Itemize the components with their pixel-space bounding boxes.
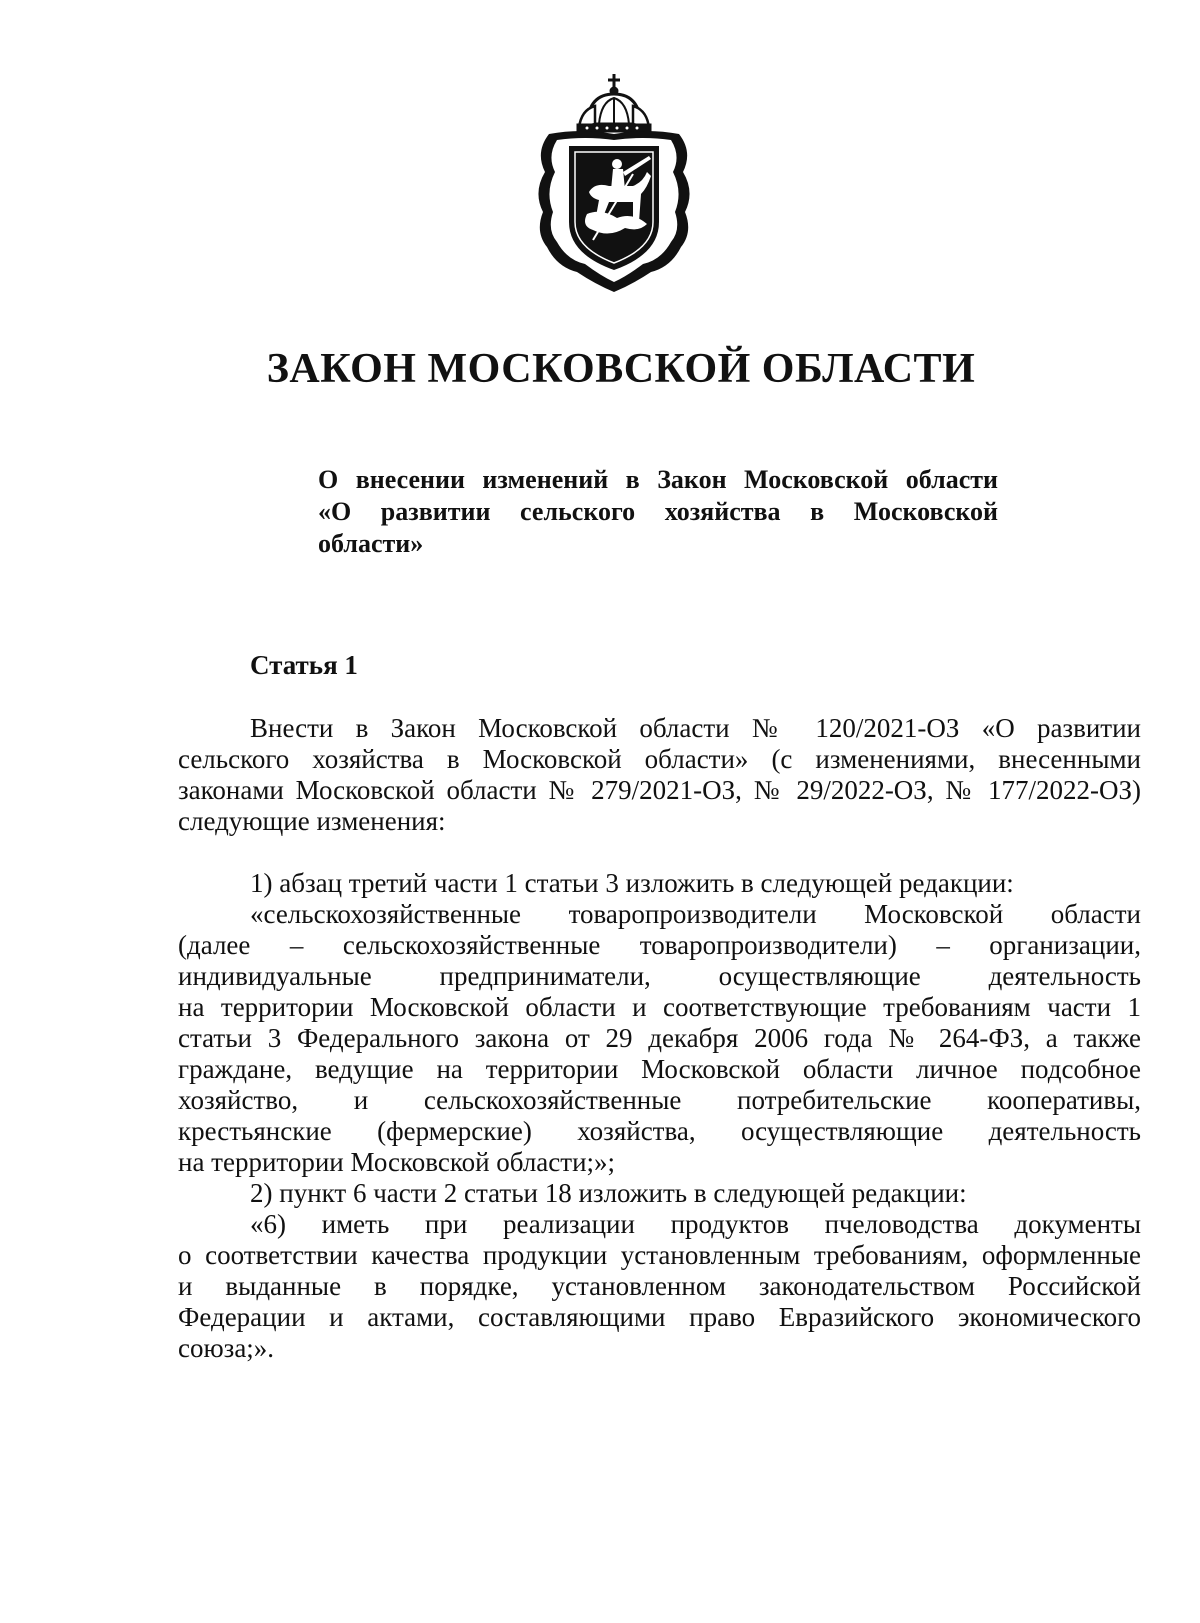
text-line: и выданные в порядке, установленном законодательством Российской: [178, 1271, 1141, 1301]
text-line: на территории Московской области;»;: [178, 1147, 616, 1177]
coat-of-arms-icon: [529, 72, 699, 294]
text-line: Внести в Закон Московской области № 120/2021-ОЗ «О развитии: [250, 713, 1141, 743]
text-line: 1) абзац третий части 1 статьи 3 изложить в следующей редакции:: [250, 868, 1014, 898]
text-line: «6) иметь при реализации продуктов пчеловодства документы: [250, 1209, 1141, 1239]
text-line: «сельскохозяйственные товаропроизводители Московской области: [250, 899, 1141, 929]
text-line: о соответствии качества продукции установленным требованиям, оформленные: [178, 1240, 1141, 1270]
text-line: индивидуальные предприниматели, осуществляющие деятельность: [178, 961, 1141, 991]
text-line: статьи 3 Федерального закона от 29 декабря 2006 года № 264-ФЗ, а также: [178, 1023, 1141, 1053]
text-line: Федерации и актами, составляющими право Евразийского экономического: [178, 1302, 1141, 1332]
subtitle-line: области»: [318, 529, 424, 558]
text-line: следующие изменения:: [178, 806, 446, 836]
document-subtitle: [318, 464, 998, 560]
text-line: союза;».: [178, 1333, 275, 1363]
subtitle-line: О внесении изменений в Закон Московской области: [318, 465, 998, 494]
text-line: (далее – сельскохозяйственные товаропроизводители) – организации,: [178, 930, 1141, 960]
article-heading: Статья 1: [250, 650, 358, 680]
text-line: хозяйство, и сельскохозяйственные потребительские кооперативы,: [178, 1085, 1141, 1115]
article-intro: [178, 713, 1141, 837]
text-line: крестьянские (фермерские) хозяйства, осуществляющие деятельность: [178, 1116, 1141, 1146]
document-title: ЗАКОН МОСКОВСКОЙ ОБЛАСТИ: [266, 346, 976, 392]
text-line: на территории Московской области и соответствующие требованиям части 1: [178, 992, 1141, 1022]
text-line: сельского хозяйства в Московской области» (с изменениями, внесенными: [178, 744, 1141, 774]
text-line: граждане, ведущие на территории Московской области личное подсобное: [178, 1054, 1141, 1084]
text-line: законами Московской области № 279/2021-ОЗ, № 29/2022-ОЗ, № 177/2022-ОЗ): [178, 775, 1141, 805]
text-line: 2) пункт 6 части 2 статьи 18 изложить в следующей редакции:: [250, 1178, 967, 1208]
subtitle-line: «О развитии сельского хозяйства в Московской: [318, 497, 998, 526]
article-amendments: [178, 868, 1141, 1364]
